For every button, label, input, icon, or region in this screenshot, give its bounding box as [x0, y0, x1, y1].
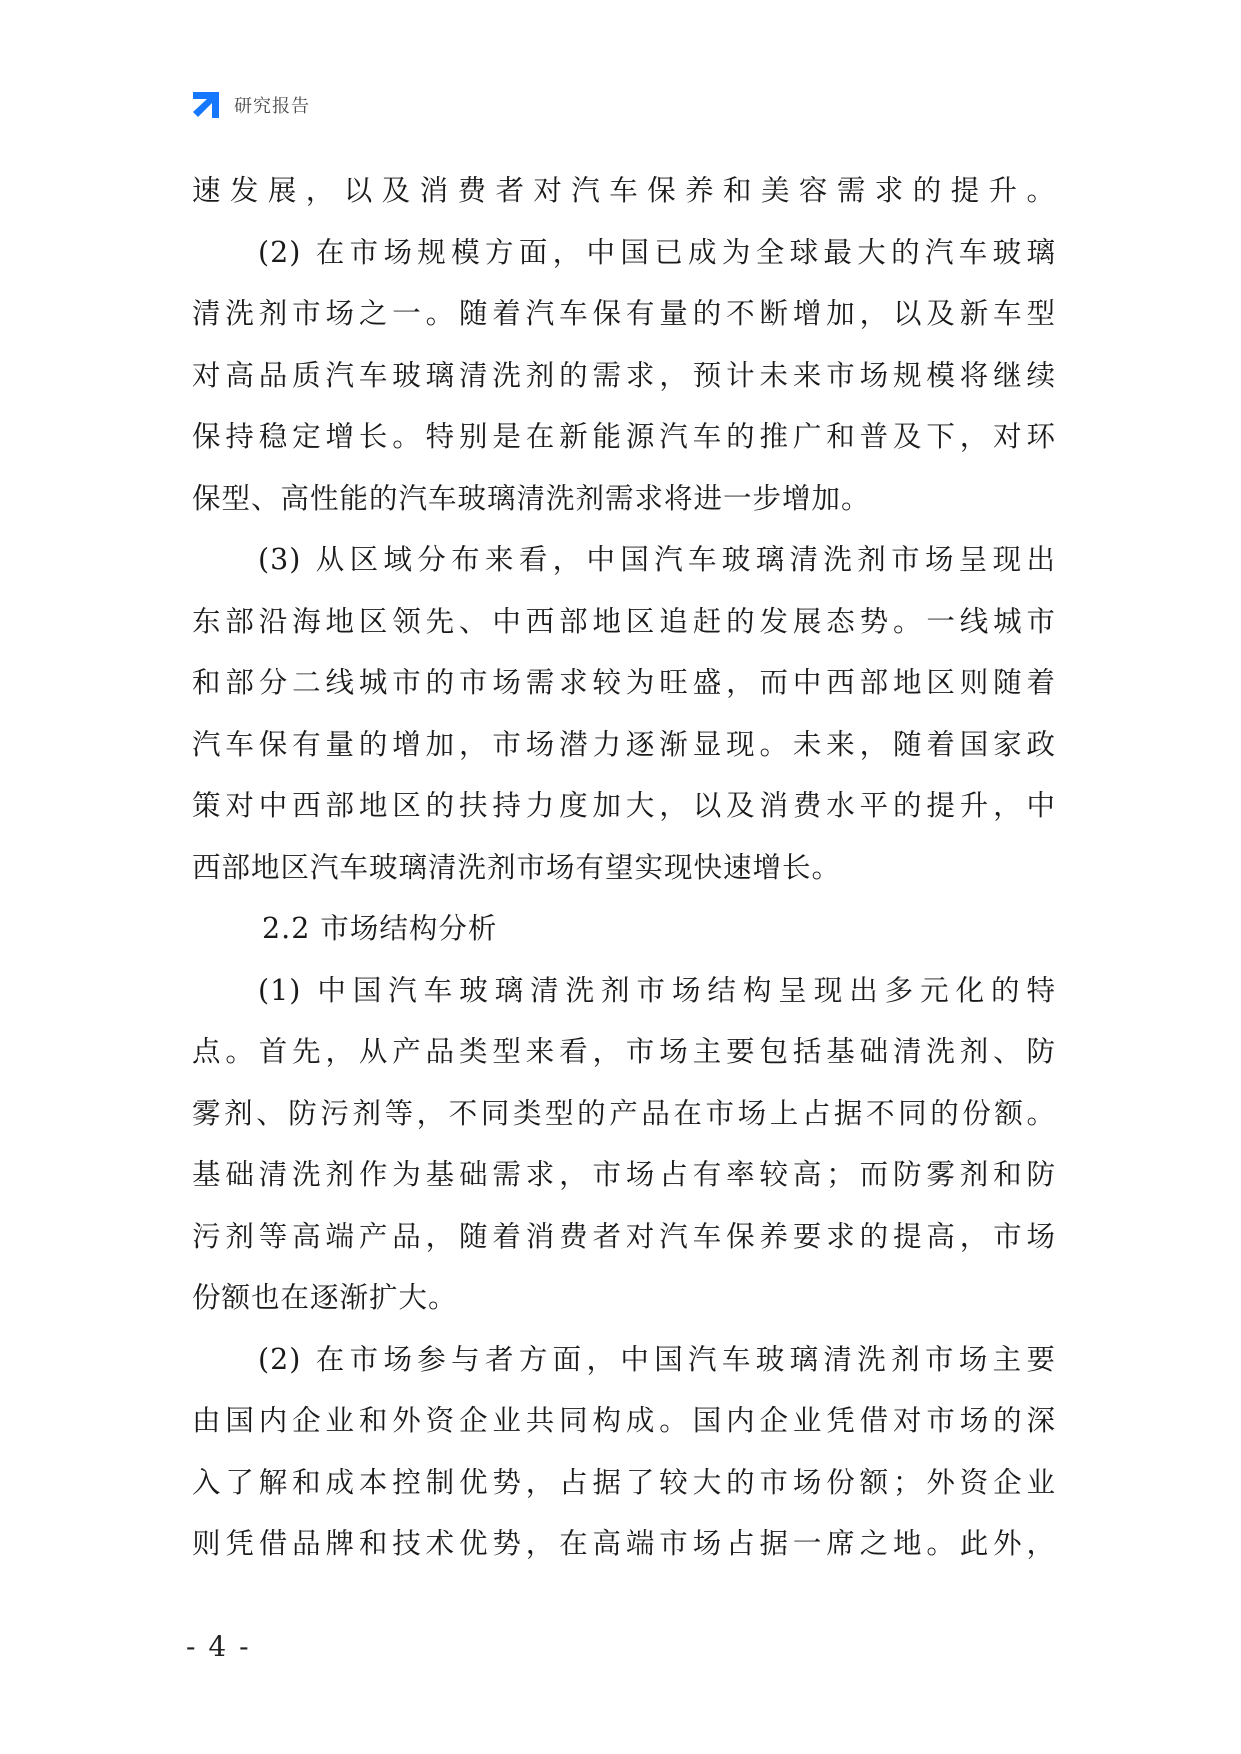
section-heading: 2.2 市场结构分析	[262, 912, 498, 945]
body-text	[192, 160, 1056, 1575]
text-line: 保型、高性能的汽车玻璃清洗剂需求将进一步增加。	[192, 481, 871, 515]
text-line: 则凭借品牌和技术优势，在高端市场占据一席之地。此外，	[192, 1527, 1056, 1560]
text-line: 基础清洗剂作为基础需求，市场占有率较高；而防雾剂和防	[192, 1158, 1056, 1191]
text-line: 清洗剂市场之一。随着汽车保有量的不断增加，以及新车型	[192, 297, 1056, 330]
text-line: 策对中西部地区的扶持力度加大，以及消费水平的提升，中	[192, 789, 1056, 822]
text-line: 对高品质汽车玻璃清洗剂的需求，预计未来市场规模将继续	[192, 358, 1056, 392]
page-header	[190, 88, 310, 122]
text-line: 雾剂、防污剂等，不同类型的产品在市场上占据不同的份额。	[192, 1096, 1056, 1130]
text-line: 点。首先，从产品类型来看，市场主要包括基础清洗剂、防	[192, 1035, 1056, 1068]
text-line: 速发展，以及消费者对汽车保养和美容需求的提升。	[192, 174, 1056, 207]
text-line: (1) 中国汽车玻璃清洗剂市场结构呈现出多元化的特	[258, 973, 1056, 1007]
text-line: (2) 在市场规模方面，中国已成为全球最大的汽车玻璃	[258, 235, 1056, 269]
text-line: (3) 从区域分布来看，中国汽车玻璃清洗剂市场呈现出	[258, 543, 1056, 576]
header-title: 研究报告	[234, 96, 310, 117]
text-line: (2) 在市场参与者方面，中国汽车玻璃清洗剂市场主要	[258, 1342, 1056, 1376]
text-line: 东部沿海地区领先、中西部地区追赶的发展态势。一线城市	[192, 604, 1056, 638]
text-line: 份额也在逐渐扩大。	[192, 1281, 458, 1314]
text-line: 西部地区汽车玻璃清洗剂市场有望实现快速增长。	[192, 850, 842, 884]
text-line: 保持稳定增长。特别是在新能源汽车的推广和普及下，对环	[192, 420, 1056, 453]
text-line: 汽车保有量的增加，市场潜力逐渐显现。未来，随着国家政	[192, 727, 1056, 761]
text-line: 污剂等高端产品，随着消费者对汽车保养要求的提高，市场	[192, 1219, 1056, 1253]
text-line: 入了解和成本控制优势，占据了较大的市场份额；外资企业	[192, 1465, 1056, 1499]
page-number: - 4 -	[186, 1630, 251, 1663]
text-line: 由国内企业和外资企业共同构成。国内企业凭借对市场的深	[192, 1404, 1056, 1437]
arrow-up-right-icon	[190, 89, 222, 121]
text-line: 和部分二线城市的市场需求较为旺盛，而中西部地区则随着	[192, 666, 1056, 699]
